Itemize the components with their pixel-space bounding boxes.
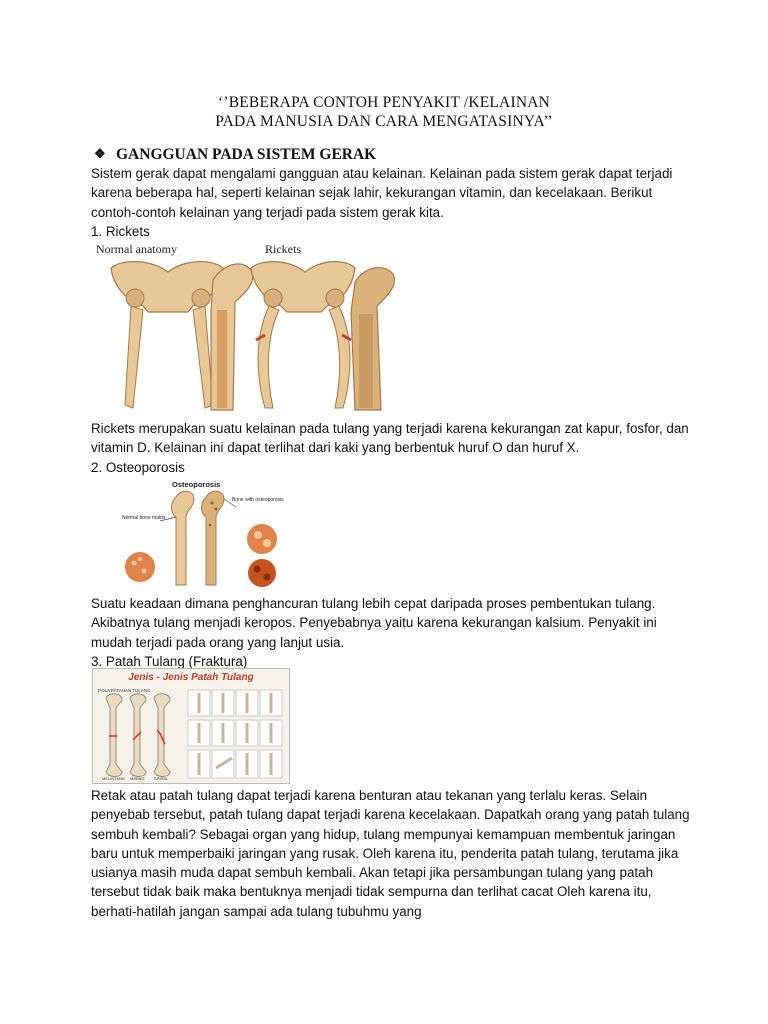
section-heading-text: GANGGUAN PADA SISTEM GERAK [116,146,377,163]
label-bone-osteoporosis: Bone with osteoporosis [232,497,284,503]
item-3-text: Retak atau patah tulang dapat terjadi karena benturan atau tekanan yang terlalu keras. Selain penyebab tersebut, patah tulang dapat terjadi karena kecelakaan. Dapatkah orang yang patah tulang sembuh kembali? Sebagai organ yang hidup, tulang mempunyai kemampuan membentuk jaringan baru untuk memperbaiki jaringan yang rusak. Oleh karena itu, penderita patah tulang, terutama jika usianya masih muda dapat sembuh kembali. Akan tetapi jika persambungan tulang yang patah tersebut tidak baik maka bentuknya menjadi tidak sempurna dan terlihat cacat Oleh karena itu, berhati-hatilah jangan sampai ada tulang tubuhmu yang [91,788,690,919]
rickets-figure [93,240,401,418]
document-title [0,93,768,131]
label-normal-bone-matrix: Normal bone matrix [122,515,166,521]
fracture-figure [92,668,290,784]
section-heading [94,146,377,164]
item-2-text: Suatu keadaan dimana penghancuran tulang lebih cepat daripada proses pembentukan tulang. Akibatnya tulang menjadi keropos. Penyebabnya yaitu karena kekurangan kalsium. Penyakit ini mudah terjadi pada orang yang lanjut usia. [91,596,657,650]
title-line-1: ‘’BEBERAPA CONTOH PENYAKIT /KELAINAN [218,94,550,111]
rickets-pelvis-legs [251,262,355,408]
normal-matrix-closeup [124,551,156,583]
normal-pelvis-legs [111,262,223,408]
fracture-figure-subtitle: POLA PATAHAN TULANG [98,688,151,693]
normal-bone [160,491,194,585]
bone-label-melintang: MELINTANG [102,776,126,781]
osteoporosis-figure [120,477,302,589]
osteoporosis-figure-title: Osteoporosis [172,480,221,489]
bone-label-miring: MIRING [130,776,145,781]
bone-label-spiral: SPIRAL [154,776,169,781]
title-line-2: PADA MANUSIA DAN CARA MENGATASINYA’’ [215,113,553,130]
intro-paragraph: Sistem gerak dapat mengalami gangguan atau kelainan. Kelainan pada sistem gerak dapat terjadi karena beberapa hal, seperti kelainan sejak lahir, kekurangan vitamin, dan kecelakaan. Berikut contoh-contoh kelainan yang terjadi pada sistem gerak kita. [91,166,673,220]
osteoporotic-bone [202,491,237,585]
osteoporosis-matrix-closeups [246,523,278,588]
item-1-text: Rickets merupakan suatu kelainan pada tulang yang terjadi karena kekurangan zat kapur, fosfor, dan vitamin D. Kelainan ini dapat terlihat dari kaki yang berbentuk huruf O dan huruf X. [91,421,689,456]
item-1-title: 1. Rickets [91,224,150,239]
figure-label-rickets: Rickets [265,242,301,256]
rickets-femur-section [351,268,394,410]
item-3-title: 3. Patah Tulang (Fraktura) [91,654,248,669]
diamond-bullet-icon: ❖ [94,146,106,161]
fracture-figure-title: Jenis - Jenis Patah Tulang [128,672,254,683]
figure-label-normal: Normal anatomy [96,242,177,256]
long-bones [106,694,170,777]
normal-femur-section [211,264,253,410]
item-2-title: 2. Osteoporosis [91,460,185,475]
